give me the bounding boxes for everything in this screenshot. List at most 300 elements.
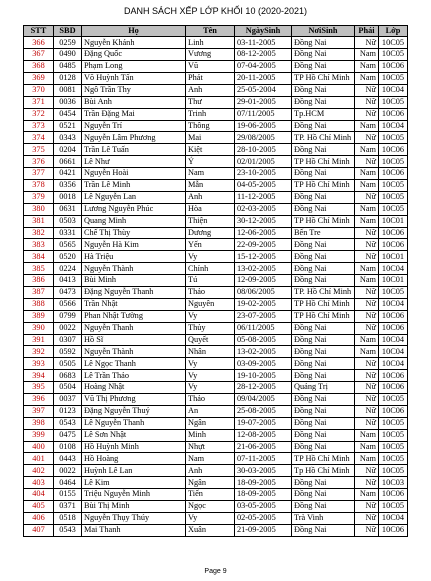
cell-noi-sinh: Đồng Nai: [292, 96, 355, 108]
cell-ngay-sinh: 28-12-2005: [235, 382, 292, 394]
cell-phai: Nữ: [355, 358, 379, 370]
cell-sbd: 0128: [54, 72, 82, 84]
cell-stt: 400: [24, 441, 54, 453]
cell-ten: Thảo: [186, 287, 235, 299]
table-row: [24, 287, 408, 299]
cell-lop: 10C05: [379, 179, 408, 191]
cell-lop: 10C04: [379, 263, 408, 275]
cell-noi-sinh: Đồng Nai: [292, 429, 355, 441]
cell-stt: 393: [24, 358, 54, 370]
cell-noi-sinh: Đồng Nai: [292, 49, 355, 61]
cell-ho: Lê Sơn Nhật: [82, 429, 186, 441]
cell-ngay-sinh: 30-12-2005: [235, 215, 292, 227]
cell-ten: Vy: [186, 358, 235, 370]
cell-ten: Chính: [186, 263, 235, 275]
cell-phai: Nam: [355, 489, 379, 501]
table-row: [24, 429, 408, 441]
table-row: [24, 37, 408, 49]
cell-ten: Minh: [186, 429, 235, 441]
cell-ho: Hồ Sĩ: [82, 334, 186, 346]
cell-stt: 406: [24, 512, 54, 524]
cell-ho: Đặng Nguyễn Thuý: [82, 405, 186, 417]
cell-stt: 388: [24, 298, 54, 310]
cell-sbd: 0521: [54, 120, 82, 132]
cell-noi-sinh: Đồng Nai: [292, 37, 355, 49]
cell-sbd: 0592: [54, 346, 82, 358]
cell-ho: Trần Đặng Mai: [82, 108, 186, 120]
cell-ngay-sinh: 21-09-2005: [235, 524, 292, 536]
cell-lop: 10C06: [379, 310, 408, 322]
cell-sbd: 0475: [54, 429, 82, 441]
cell-ngay-sinh: 25-05-2004: [235, 84, 292, 96]
column-header-lop: Lớp: [379, 26, 408, 37]
cell-ngay-sinh: 06/11/2005: [235, 322, 292, 334]
cell-lop: 10C04: [379, 298, 408, 310]
table-row: [24, 524, 408, 536]
cell-lop: 10C06: [379, 322, 408, 334]
cell-ngay-sinh: 23-10-2005: [235, 168, 292, 180]
table-row: [24, 251, 408, 263]
table-row: [24, 334, 408, 346]
column-header-ngay-sinh: NgàySinh: [235, 26, 292, 37]
cell-ngay-sinh: 15-12-2005: [235, 251, 292, 263]
cell-ten: Yến: [186, 239, 235, 251]
cell-sbd: 0454: [54, 108, 82, 120]
cell-lop: 10C01: [379, 251, 408, 263]
cell-phai: Nam: [355, 275, 379, 287]
cell-phai: Nữ: [355, 417, 379, 429]
cell-phai: Nam: [355, 168, 379, 180]
cell-sbd: 0224: [54, 263, 82, 275]
cell-ten: Xuân: [186, 524, 235, 536]
table-row: [24, 156, 408, 168]
cell-ho: Nguyễn Hà Kim: [82, 239, 186, 251]
cell-ho: Lê Trần Thảo: [82, 370, 186, 382]
cell-ten: Ngân: [186, 477, 235, 489]
cell-lop: 10C01: [379, 275, 408, 287]
cell-stt: 384: [24, 251, 54, 263]
cell-noi-sinh: Đồng Nai: [292, 239, 355, 251]
cell-stt: 377: [24, 168, 54, 180]
cell-noi-sinh: TP Hồ Chí Minh: [292, 156, 355, 168]
cell-sbd: 0631: [54, 203, 82, 215]
cell-stt: 372: [24, 108, 54, 120]
cell-sbd: 0123: [54, 405, 82, 417]
cell-ngay-sinh: 13-02-2005: [235, 263, 292, 275]
cell-phai: Nữ: [355, 108, 379, 120]
cell-ten: Tiến: [186, 489, 235, 501]
cell-stt: 369: [24, 72, 54, 84]
cell-phai: Nữ: [355, 37, 379, 49]
table-row: [24, 441, 408, 453]
cell-ngay-sinh: 07/11/2005: [235, 108, 292, 120]
cell-ngay-sinh: 12-06-2005: [235, 227, 292, 239]
cell-ho: Lê Như: [82, 156, 186, 168]
cell-stt: 381: [24, 215, 54, 227]
cell-ho: Đặng Quốc: [82, 49, 186, 61]
cell-phai: Nam: [355, 334, 379, 346]
cell-phai: Nữ: [355, 524, 379, 536]
cell-lop: 10C01: [379, 215, 408, 227]
cell-ngay-sinh: 11-12-2005: [235, 191, 292, 203]
cell-noi-sinh: TP Hồ Chí Minh: [292, 310, 355, 322]
cell-ho: Lê Nguyễn Lan: [82, 191, 186, 203]
cell-ngay-sinh: 07-11-2005: [235, 453, 292, 465]
table-row: [24, 49, 408, 61]
cell-ho: Hồ Hoàng: [82, 453, 186, 465]
cell-phai: Nữ: [355, 477, 379, 489]
cell-lop: 10C03: [379, 477, 408, 489]
cell-lop: 10C06: [379, 370, 408, 382]
cell-noi-sinh: Quảng Trị: [292, 382, 355, 394]
cell-ten: Mẫn: [186, 179, 235, 191]
cell-noi-sinh: TP Hồ Chí Minh: [292, 179, 355, 191]
cell-noi-sinh: TP Hồ Chí Minh: [292, 298, 355, 310]
cell-lop: 10C04: [379, 334, 408, 346]
cell-phai: Nữ: [355, 370, 379, 382]
cell-ten: Vy: [186, 370, 235, 382]
cell-ten: Vy: [186, 251, 235, 263]
cell-sbd: 0022: [54, 465, 82, 477]
table-row: [24, 108, 408, 120]
cell-ten: Thảo: [186, 394, 235, 406]
cell-phai: Nữ: [355, 298, 379, 310]
cell-ho: Trần Lê Tuấn: [82, 144, 186, 156]
cell-sbd: 0520: [54, 251, 82, 263]
cell-sbd: 0505: [54, 358, 82, 370]
cell-lop: 10C05: [379, 37, 408, 49]
cell-sbd: 0037: [54, 394, 82, 406]
cell-ten: Kiệt: [186, 144, 235, 156]
cell-phai: Nữ: [355, 84, 379, 96]
cell-ten: Nguyên: [186, 298, 235, 310]
cell-ho: Triệu Nguyễn Minh: [82, 489, 186, 501]
cell-ngay-sinh: 29-01-2005: [235, 96, 292, 108]
cell-noi-sinh: Bến Tre: [292, 227, 355, 239]
table-row: [24, 84, 408, 96]
cell-lop: 10C05: [379, 287, 408, 299]
cell-lop: 10C06: [379, 239, 408, 251]
cell-stt: 376: [24, 156, 54, 168]
cell-lop: 10C06: [379, 382, 408, 394]
cell-ho: Trần Lê Minh: [82, 179, 186, 191]
cell-noi-sinh: Đồng Nai: [292, 120, 355, 132]
table-row: [24, 417, 408, 429]
cell-noi-sinh: TP. Hồ Chí Minh: [292, 132, 355, 144]
cell-stt: 403: [24, 477, 54, 489]
cell-ngay-sinh: 08/06/2005: [235, 287, 292, 299]
cell-phai: Nữ: [355, 465, 379, 477]
table-row: [24, 489, 408, 501]
cell-noi-sinh: Đồng Nai: [292, 489, 355, 501]
cell-ten: Thiện: [186, 215, 235, 227]
cell-lop: 10C05: [379, 501, 408, 513]
cell-ho: Nguyễn Thành: [82, 346, 186, 358]
cell-noi-sinh: Đồng Nai: [292, 394, 355, 406]
cell-ngay-sinh: 19-10-2005: [235, 370, 292, 382]
cell-ngay-sinh: 09/04/2005: [235, 394, 292, 406]
cell-lop: 10C04: [379, 346, 408, 358]
cell-ho: Trần Nhật: [82, 298, 186, 310]
cell-ten: Nam: [186, 453, 235, 465]
cell-phai: Nam: [355, 179, 379, 191]
cell-noi-sinh: TP Hồ Chí Minh: [292, 215, 355, 227]
cell-phai: Nữ: [355, 251, 379, 263]
cell-ngay-sinh: 03-09-2005: [235, 358, 292, 370]
cell-noi-sinh: Đồng Nai: [292, 84, 355, 96]
cell-ho: Nguyễn Thành: [82, 263, 186, 275]
cell-phai: Nữ: [355, 227, 379, 239]
table-row: [24, 358, 408, 370]
cell-ngay-sinh: 19-02-2005: [235, 298, 292, 310]
cell-ho: Lương Nguyễn Phúc: [82, 203, 186, 215]
cell-noi-sinh: TP Hồ Chí Minh: [292, 453, 355, 465]
cell-sbd: 0421: [54, 168, 82, 180]
cell-ngay-sinh: 13-02-2005: [235, 346, 292, 358]
cell-lop: 10C05: [379, 72, 408, 84]
cell-stt: 397: [24, 405, 54, 417]
cell-ngay-sinh: 02/01/2005: [235, 156, 292, 168]
cell-sbd: 0259: [54, 37, 82, 49]
cell-stt: 404: [24, 489, 54, 501]
table-row: [24, 275, 408, 287]
cell-ngay-sinh: 02-05-2005: [235, 512, 292, 524]
cell-sbd: 0356: [54, 179, 82, 191]
cell-phai: Nữ: [355, 132, 379, 144]
cell-stt: 391: [24, 334, 54, 346]
cell-ten: Anh: [186, 191, 235, 203]
cell-ngay-sinh: 30-03-2005: [235, 465, 292, 477]
cell-stt: 387: [24, 287, 54, 299]
cell-ngay-sinh: 22-09-2005: [235, 239, 292, 251]
cell-lop: 10C06: [379, 489, 408, 501]
cell-sbd: 0504: [54, 382, 82, 394]
cell-stt: 375: [24, 144, 54, 156]
cell-noi-sinh: Đồng Nai: [292, 203, 355, 215]
cell-ho: Chế Thị Thùy: [82, 227, 186, 239]
cell-sbd: 0331: [54, 227, 82, 239]
cell-ngay-sinh: 08-12-2005: [235, 49, 292, 61]
cell-ho: Phạm Long: [82, 61, 186, 73]
cell-lop: 10C04: [379, 512, 408, 524]
cell-ngay-sinh: 19-07-2005: [235, 417, 292, 429]
cell-ten: Dương: [186, 227, 235, 239]
column-header-ho: Họ: [82, 26, 186, 37]
cell-stt: 392: [24, 346, 54, 358]
table-row: [24, 370, 408, 382]
cell-ho: Mai Thanh: [82, 524, 186, 536]
cell-stt: 371: [24, 96, 54, 108]
cell-phai: Nam: [355, 429, 379, 441]
table-row: [24, 465, 408, 477]
table-row: [24, 72, 408, 84]
cell-ho: Phan Nhật Tường: [82, 310, 186, 322]
cell-phai: Nam: [355, 61, 379, 73]
cell-ten: Thủy: [186, 322, 235, 334]
cell-stt: 394: [24, 370, 54, 382]
cell-noi-sinh: Trà Vinh: [292, 512, 355, 524]
cell-ten: Nam: [186, 168, 235, 180]
cell-stt: 407: [24, 524, 54, 536]
table-row: [24, 322, 408, 334]
column-header-phai: Phái: [355, 26, 379, 37]
cell-sbd: 0022: [54, 322, 82, 334]
cell-phai: Nam: [355, 441, 379, 453]
cell-sbd: 0307: [54, 334, 82, 346]
cell-ho: Bùi Thị Minh: [82, 501, 186, 513]
cell-stt: 398: [24, 417, 54, 429]
cell-ho: Vũ Thị Phương: [82, 394, 186, 406]
cell-ten: Ngọc: [186, 501, 235, 513]
cell-sbd: 0543: [54, 524, 82, 536]
table-row: [24, 346, 408, 358]
cell-phai: Nữ: [355, 394, 379, 406]
cell-noi-sinh: Đồng Nai: [292, 524, 355, 536]
cell-ten: Trinh: [186, 108, 235, 120]
cell-ngay-sinh: 25-08-2005: [235, 405, 292, 417]
cell-sbd: 0565: [54, 239, 82, 251]
cell-ten: An: [186, 405, 235, 417]
cell-sbd: 0413: [54, 275, 82, 287]
cell-noi-sinh: Đồng Nai: [292, 61, 355, 73]
cell-ho: Huỳnh Lê Lan: [82, 465, 186, 477]
cell-lop: 10C04: [379, 84, 408, 96]
cell-phai: Nam: [355, 120, 379, 132]
cell-ngay-sinh: 23-07-2005: [235, 310, 292, 322]
cell-stt: 380: [24, 203, 54, 215]
cell-sbd: 0490: [54, 49, 82, 61]
cell-ten: Linh: [186, 37, 235, 49]
cell-ho: Hà Triệu: [82, 251, 186, 263]
cell-phai: Nam: [355, 49, 379, 61]
cell-ho: Đặng Nguyễn Thanh: [82, 287, 186, 299]
cell-noi-sinh: Đồng Nai: [292, 322, 355, 334]
cell-ten: Vy: [186, 382, 235, 394]
cell-phai: Nữ: [355, 405, 379, 417]
cell-ten: Mai: [186, 132, 235, 144]
cell-noi-sinh: Tp Hồ Chí Minh: [292, 465, 355, 477]
column-header-stt: STT: [24, 26, 54, 37]
cell-ten: Vy: [186, 512, 235, 524]
table-row: [24, 477, 408, 489]
cell-stt: 402: [24, 465, 54, 477]
cell-stt: 399: [24, 429, 54, 441]
cell-lop: 10C04: [379, 120, 408, 132]
cell-stt: 383: [24, 239, 54, 251]
page-title: DANH SÁCH XẾP LỚP KHỐI 10 (2020-2021): [124, 6, 307, 16]
cell-sbd: 0518: [54, 512, 82, 524]
cell-stt: 390: [24, 322, 54, 334]
cell-ten: Ý: [186, 156, 235, 168]
cell-lop: 10C05: [379, 49, 408, 61]
cell-phai: Nam: [355, 263, 379, 275]
column-header-sbd: SBD: [54, 26, 82, 37]
cell-noi-sinh: Đồng Nai: [292, 501, 355, 513]
cell-phai: Nữ: [355, 501, 379, 513]
cell-ho: Bùi Anh: [82, 96, 186, 108]
cell-lop: 10C06: [379, 108, 408, 120]
cell-stt: 370: [24, 84, 54, 96]
column-header-ten: Tên: [186, 26, 235, 37]
cell-stt: 385: [24, 263, 54, 275]
cell-stt: 405: [24, 501, 54, 513]
cell-stt: 389: [24, 310, 54, 322]
cell-ngay-sinh: 18-09-2005: [235, 489, 292, 501]
cell-lop: 10C05: [379, 132, 408, 144]
table-header-row: [24, 26, 408, 37]
cell-sbd: 0371: [54, 501, 82, 513]
cell-ten: Tú: [186, 275, 235, 287]
cell-stt: 386: [24, 275, 54, 287]
cell-ho: Hoàng Nhật: [82, 382, 186, 394]
cell-ten: Anh: [186, 465, 235, 477]
cell-stt: 368: [24, 61, 54, 73]
cell-ngay-sinh: 20-11-2005: [235, 72, 292, 84]
cell-phai: Nam: [355, 453, 379, 465]
cell-ten: Nhựt: [186, 441, 235, 453]
cell-noi-sinh: Đồng Nai: [292, 346, 355, 358]
table-row: [24, 96, 408, 108]
cell-phai: Nam: [355, 144, 379, 156]
table-row: [24, 179, 408, 191]
cell-stt: 396: [24, 394, 54, 406]
cell-phai: Nữ: [355, 156, 379, 168]
table-row: [24, 239, 408, 251]
table-row: [24, 512, 408, 524]
cell-phai: Nam: [355, 203, 379, 215]
cell-noi-sinh: Đồng Nai: [292, 370, 355, 382]
cell-sbd: 0473: [54, 287, 82, 299]
cell-ngay-sinh: 18-09-2005: [235, 477, 292, 489]
cell-ho: Lê Kim: [82, 477, 186, 489]
cell-noi-sinh: Đồng Nai: [292, 144, 355, 156]
cell-lop: 10C05: [379, 441, 408, 453]
cell-noi-sinh: Đồng Nai: [292, 263, 355, 275]
cell-lop: 10C05: [379, 453, 408, 465]
table-row: [24, 61, 408, 73]
cell-ten: Nhân: [186, 346, 235, 358]
cell-ngay-sinh: 29/08/2005: [235, 132, 292, 144]
cell-sbd: 0543: [54, 417, 82, 429]
cell-lop: 10C05: [379, 465, 408, 477]
cell-stt: 367: [24, 49, 54, 61]
cell-ho: Võ Huỳnh Tấn: [82, 72, 186, 84]
table-row: [24, 144, 408, 156]
cell-ngay-sinh: 21-06-2005: [235, 441, 292, 453]
cell-ten: Anh: [186, 84, 235, 96]
cell-ten: Ngân: [186, 417, 235, 429]
table-row: [24, 382, 408, 394]
table-row: [24, 120, 408, 132]
student-table: [23, 25, 408, 537]
cell-ho: Nguyễn Hoài: [82, 168, 186, 180]
cell-lop: 10C06: [379, 144, 408, 156]
cell-phai: Nữ: [355, 322, 379, 334]
cell-stt: 401: [24, 453, 54, 465]
cell-ten: Thư: [186, 96, 235, 108]
cell-ho: Bùi Minh: [82, 275, 186, 287]
cell-noi-sinh: Đồng Nai: [292, 441, 355, 453]
cell-sbd: 0503: [54, 215, 82, 227]
cell-sbd: 0443: [54, 453, 82, 465]
cell-ngay-sinh: 28-10-2005: [235, 144, 292, 156]
table-row: [24, 298, 408, 310]
cell-lop: 10C05: [379, 191, 408, 203]
cell-phai: Nữ: [355, 239, 379, 251]
cell-ho: Ngô Trần Thy: [82, 84, 186, 96]
cell-sbd: 0799: [54, 310, 82, 322]
table-row: [24, 203, 408, 215]
